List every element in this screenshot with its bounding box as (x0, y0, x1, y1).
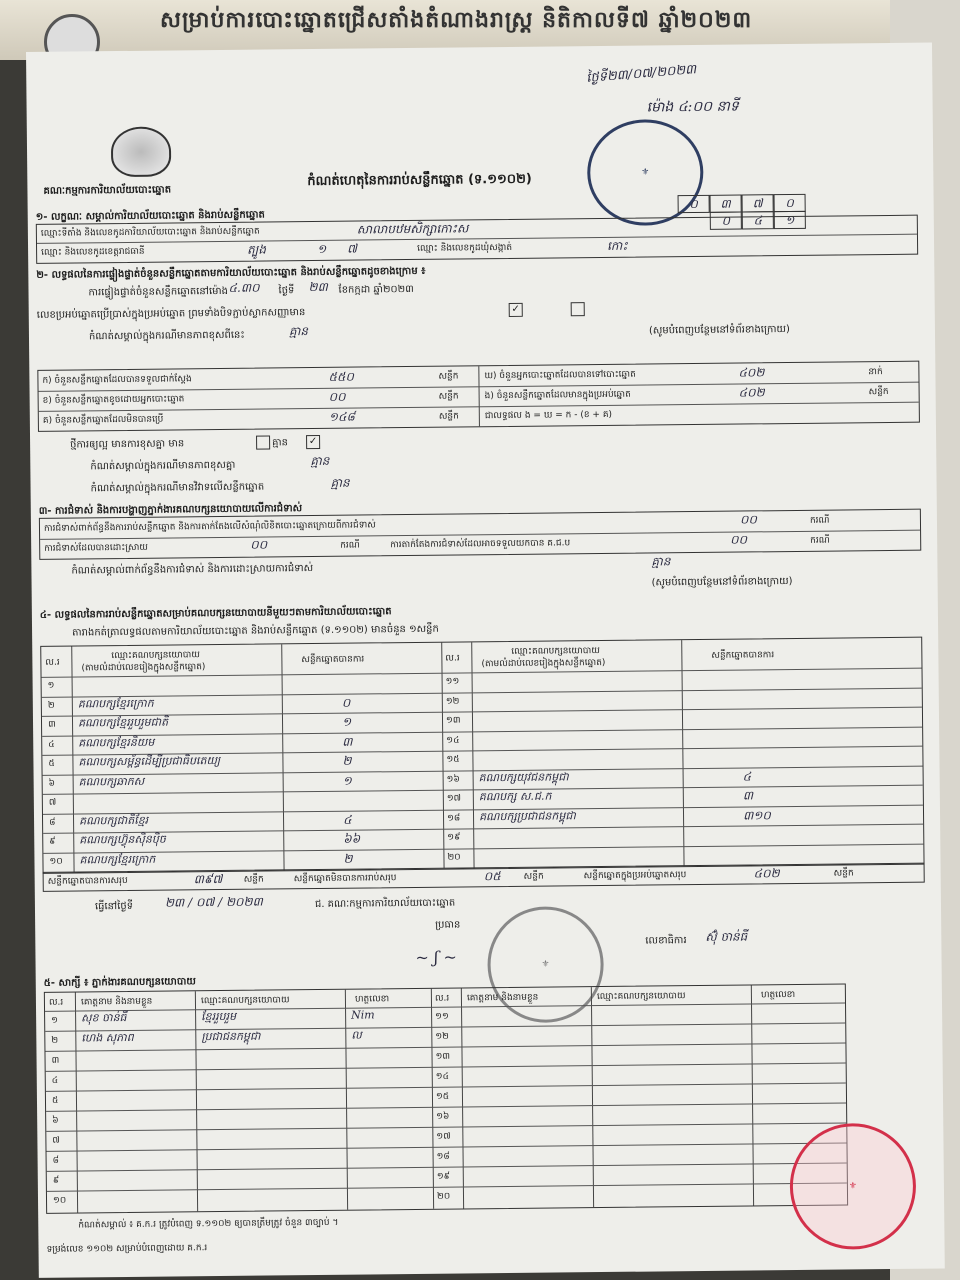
stat-left-unit-1: សន្លឹក (438, 391, 459, 402)
stat-right-unit-1: សន្លឹក (868, 386, 889, 398)
witness-no-5: ៦ (52, 1115, 59, 1126)
result-no-left-0: ១ (47, 680, 55, 691)
col-votes-right: សន្លឹកឆ្នោតបានការ (711, 650, 775, 661)
witness-no-0: ១ (51, 1015, 59, 1026)
section2-heading: ២- លទ្ធផលនៃការផ្ទៀងផ្ទាត់ចំនួនសន្លឹកឆ្នោតតាមការិយាល័យបោះឆ្នោត និងរាប់សន្លឹកឆ្នោតដូចខាងក្រោម ៖ (36, 265, 426, 281)
result-no-right-1: ១២ (445, 695, 460, 707)
objection-table (39, 509, 921, 560)
witness-no-8: ៩ (52, 1175, 60, 1186)
province-label: ឈ្មោះ និងលេខកូដខេត្តរាជធានី (41, 246, 145, 258)
witness-no-right-1: ១២ (435, 1031, 450, 1042)
objection-row2b-unit: ករណី (810, 535, 830, 546)
result-votes-right-5: ៤ (742, 768, 752, 784)
result-no-right-3: ១៤ (446, 734, 460, 746)
witness-table (44, 983, 848, 1213)
objection-row2a: ការជំទាស់ដែលបានដោះស្រាយ (44, 542, 149, 554)
handwritten-time: ម៉ោង ៤:០០ នាទី (646, 98, 739, 116)
w-col-party: ឈ្មោះគណបក្សនយោបាយ (200, 995, 290, 1007)
result-no-left-1: ២ (47, 700, 55, 711)
col-no-left: ល.រ (45, 657, 60, 668)
witness-no-3: ៤ (51, 1075, 59, 1086)
form-bottom-text: ទម្រង់លេខ ១១០២ សម្រាប់បំពេញដោយ គ.ក.រ (46, 1243, 208, 1255)
code-box-6: ១ (774, 211, 806, 229)
seal-yes-checkbox[interactable]: ✓ (509, 303, 523, 317)
diff-remark-value: គ្មាន (288, 324, 309, 339)
col-votes-left: សន្លឹកឆ្នោតបានការ (301, 654, 365, 666)
chief-label: ប្រធាន (435, 919, 461, 931)
result-no-right-2: ១៣ (445, 715, 461, 726)
result-no-right-4: ១៥ (446, 754, 460, 765)
stat-left-label-1: ខ) ចំនួនសន្លឹកឆ្នោតខូចដោយអ្នកបោះឆ្នោត (42, 394, 185, 406)
remark1-value: គ្មាន (310, 453, 330, 469)
commune-num2: ៧ (347, 241, 357, 256)
stat-right-label-1: ង) ចំនួនសន្លឹកឆ្នោតដែលមានក្នុងប្រអប់ឆ្នោត (484, 389, 631, 402)
poster-title: សម្រាប់ការបោះឆ្នោតជ្រើសតាំងតំណាងរាស្ត្រ និតិកាលទី៧ ឆ្នាំ២០២៣ (160, 8, 753, 33)
check-line: ថ្មីការឲ្យល្អ មានការខុសគ្នា មាន (70, 438, 185, 451)
remark1-label: កំណត់សម្គាល់ក្នុងករណីមានភាពខុសគ្នា (90, 459, 236, 473)
result-no-right-8: ១៩ (447, 832, 461, 843)
result-no-left-7: ៨ (49, 817, 56, 828)
results-table (40, 637, 924, 874)
stat-left-value-2: ១៤៨ (328, 409, 355, 424)
commune-label: ឈ្មោះ និងលេខកូដឃុំសង្កាត់ (417, 242, 513, 254)
objection-row1-unit: ករណី (809, 515, 830, 526)
result-votes-left-9: ២ (343, 851, 353, 866)
secretary-label: លេខាធិការ (645, 935, 687, 947)
col-party-left: ឈ្មោះគណបក្សនយោបាយ (111, 650, 200, 662)
results-row-line-1 (42, 687, 922, 697)
results-row-line-9 (43, 843, 923, 853)
stat-right-label-2: ជាលទ្ធផល ង = ឃ = ក - (ខ + គ) (484, 409, 613, 422)
col-party-sub-left: (តាមលំដាប់លេខរៀងក្នុងសន្លឹកឆ្នោត) (81, 662, 206, 674)
objection-row2b-value: ០០ (730, 532, 748, 547)
w-col-no-r: ល.រ (434, 993, 450, 1004)
province-value: ត្បូង (247, 242, 266, 257)
ballot-count-form (26, 43, 945, 1278)
box-seal-line: លេខប្រអប់ឆ្នោតប្រើប្រាស់ក្នុងប្រអប់ឆ្នោត ព្រមទាំងបិទភ្ជាប់ស្លាកសញ្ញាមាន (36, 307, 306, 321)
day-label: ថ្ងៃទី (278, 285, 295, 297)
witness-no-right-2: ១៣ (435, 1051, 451, 1062)
section4-sub: តារាងកត់ត្រាលទ្ធផលតាមការិយាល័យបោះឆ្នោត និងរាប់សន្លឹកឆ្នោត (ទ.១១០២) មានចំនួន ១សន្លឹក (72, 623, 439, 639)
witness-name-0: សុខ ចាន់ធី (81, 1011, 127, 1025)
stat-right-label-0: ឃ) ចំនួនអ្នកបោះឆ្នោតដែលបានទៅបោះឆ្នោត (484, 369, 636, 382)
result-party-left-8: គណបក្សហ៊្វុនស៊ិនប៉ិច (79, 832, 166, 847)
witness-no-1: ២ (51, 1035, 59, 1046)
result-no-left-6: ៧ (48, 797, 57, 808)
witness-no-right-7: ១៨ (436, 1151, 450, 1162)
result-no-left-4: ៥ (48, 758, 55, 769)
col-party-right: ឈ្មោះគណបក្សនយោបាយ (511, 646, 600, 657)
objection-row1: ការជំទាស់ពាក់ព័ន្ធនឹងការរាប់សន្លឹកឆ្នោត និងការតាក់តែងលើសំណុំលិខិតបោះឆ្នោតក្រោយពីការជំទាស់ (43, 520, 376, 534)
results-row-line-2 (42, 707, 922, 717)
stat-left-unit-2: សន្លឹក (438, 411, 459, 422)
month-year: ខែកក្កដា ឆ្នាំ២០២៣ (338, 283, 414, 296)
committee-label: ជ. គណៈកម្មការការិយាល័យបោះឆ្នោត (314, 897, 456, 911)
seal-no-checkbox[interactable] (571, 302, 585, 316)
code-box-2: ៧ (742, 194, 774, 212)
result-votes-right-6: ៣ (742, 788, 754, 803)
official-stamp-blue: ⚜ (587, 119, 704, 226)
result-votes-left-7: ៤ (342, 812, 352, 827)
section3-heading: ៣- ការជំទាស់ និងការបង្ហាញភ្នាក់ងារគណបក្សនយោបាយលើការជំទាស់ (38, 503, 303, 517)
red-official-stamp: ⚜ (789, 1123, 916, 1250)
witness-name-1: ហេង សុភាព (81, 1030, 134, 1045)
verify-time-label: ការផ្ទៀងផ្ទាត់ចំនួនសន្លឹកឆ្នោតនៅម៉ោង (88, 285, 229, 299)
result-party-left-7: គណបក្សជាតិខ្មែរ (78, 813, 149, 827)
objection-row2a-unit: ករណី (340, 540, 360, 551)
result-no-right-5: ១៦ (446, 773, 460, 785)
remark2-label: កំណត់សម្គាល់ក្នុងករណីមានវិវាទលើសន្លឹកឆ្នោត (90, 481, 265, 495)
objection-note: (សូមបំពេញបន្ថែមនៅទំព័រខាងក្រោយ) (651, 576, 793, 589)
result-no-left-5: ៦ (48, 778, 56, 789)
result-party-left-9: គណបក្សខ្មែរក្រោក (79, 852, 156, 866)
total-valid-label: សន្លឹកឆ្នោតបានការសរុប (47, 875, 128, 887)
verify-time: ៤.៣០ (228, 280, 260, 295)
secretary-value: ស៊ុំ ចាន់ធី (705, 929, 748, 944)
coat-of-arms-icon (111, 126, 172, 177)
objection-remark: កំណត់សម្គាល់ពាក់ព័ន្ធនឹងការជំទាស់ និងការដោះស្រាយការជំទាស់ (71, 563, 314, 577)
handwritten-date: ថ្ងៃទី២៣/០៧/២០២៣ (585, 62, 697, 86)
total-invalid-label: សន្លឹកឆ្នោតមិនបានការរាប់សរុប (293, 873, 397, 885)
objection-row2b: ការតាក់តែងការជំទាស់ដែលអាចទទួលយកបាន គ.ជ.ប (390, 538, 571, 551)
date-label: ធ្វើនៅថ្ងៃទី (94, 900, 134, 913)
w-col-sign-r: ហត្ថលេខា (760, 989, 796, 1001)
witness-no-7: ៨ (52, 1155, 60, 1166)
result-no-right-9: ២០ (447, 851, 461, 863)
witness-no-right-0: ១១ (435, 1011, 449, 1022)
witness-no-right-3: ១៤ (435, 1071, 449, 1082)
back-page-note: (សូមបំពេញបន្ថែមនៅទំព័រខាងក្រោយ) (648, 324, 790, 337)
witness-party-1: ប្រជាជនកម្ពុជា (201, 1029, 261, 1044)
total-valid-unit: សន្លឹក (243, 874, 264, 885)
section5-heading: ៥- សាក្សី ៖ ភ្នាក់ងារគណបក្សនយោបាយ (43, 976, 196, 989)
total-box: ៤០២ (753, 866, 780, 881)
result-no-left-2: ៣ (47, 719, 56, 730)
total-invalid: ០៥ (483, 869, 501, 884)
stat-right-value-0: ៤០២ (738, 365, 765, 380)
result-no-right-7: ១៨ (446, 812, 461, 824)
stat-left-label-2: គ) ចំនួនសន្លឹកឆ្នោតដែលមិនបានប្រើ (42, 414, 164, 426)
organization-name: គណៈកម្មការការិយាល័យបោះឆ្នោត (43, 184, 172, 197)
result-no-right-0: ១១ (445, 676, 460, 687)
witness-no-4: ៥ (51, 1095, 59, 1106)
total-box-label: សន្លឹកឆ្នោតក្នុងប្រអប់ឆ្នោតសរុប (583, 870, 687, 882)
results-row-line-3 (42, 726, 922, 736)
result-no-right-6: ១៧ (446, 793, 462, 804)
result-no-left-3: ៤ (48, 739, 55, 750)
witness-no-9: ១០ (52, 1195, 67, 1206)
result-votes-left-1: ០ (341, 695, 351, 710)
diff-yes-checkbox[interactable] (256, 435, 270, 449)
code-box-4: ០ (710, 212, 742, 230)
total-invalid-unit: សន្លឹក (523, 871, 544, 882)
section1-heading: ១- លក្ខណៈ សម្គាល់ការិយាល័យបោះឆ្នោត និងរាប់សន្លឹកឆ្នោត (35, 209, 265, 223)
commune-value: កោះ (606, 238, 628, 253)
day-value: ២៣ (308, 279, 328, 295)
stat-left-value-1: ០០ (328, 389, 346, 404)
witness-no-2: ៣ (51, 1055, 60, 1066)
chief-signature: ~ ʃ ~ (415, 947, 457, 967)
result-party-left-2: គណបក្សខ្មែររួបរួមជាតិ (77, 715, 169, 730)
witness-sign-0: Nim (351, 1008, 375, 1022)
code-box-3: ០ (774, 194, 806, 212)
location-label: ឈ្មោះទីតាំង និងលេខកូដការិយាល័យបោះឆ្នោត និងរាប់សន្លឹកឆ្នោត (40, 226, 260, 239)
total-box-unit: សន្លឹក (833, 868, 854, 879)
total-valid: ៣៩៧ (193, 871, 223, 887)
w-col-party-r: ឈ្មោះគណបក្សនយោបាយ (596, 991, 686, 1003)
stat-right-unit-0: នាក់ (868, 367, 883, 378)
ballot-stats-table (37, 361, 920, 432)
diff-no-label: គ្មាន (272, 437, 289, 449)
w-col-name-r: គោត្តនាម និងនាមខ្លួន (466, 992, 539, 1004)
result-votes-left-3: ៣ (342, 734, 353, 749)
result-party-right-7: គណបក្សប្រជាជនកម្ពុជា (478, 808, 576, 823)
remark2-value: គ្មាន (330, 475, 350, 490)
code-box-5: ៤ (742, 211, 774, 229)
committee-stamp: ⚜ (487, 906, 604, 1023)
witness-no-right-4: ១៥ (435, 1091, 450, 1102)
witness-sign-1: ល (351, 1028, 362, 1042)
w-col-sign: ហត្ថលេខា (354, 994, 390, 1005)
witness-no-right-5: ១៦ (436, 1111, 450, 1122)
result-votes-left-8: ៦៦ (343, 831, 361, 846)
result-votes-left-2: ១ (341, 714, 352, 729)
section4-heading: ៤- លទ្ធផលនៃការរាប់សន្លឹកឆ្នោតសម្រាប់គណបក្សនយោបាយនីមួយៗតាមការិយាល័យបោះឆ្នោត (39, 606, 392, 621)
commune-num: ១ (317, 241, 327, 256)
code-box-1: ៣ (710, 195, 742, 213)
stat-left-value-0: ៥៥០ (328, 369, 354, 384)
witness-no-right-6: ១៧ (436, 1131, 451, 1142)
col-party-sub-right: (តាមលំដាប់លេខរៀងក្នុងសន្លឹកឆ្នោត) (481, 657, 606, 670)
w-col-name: គោត្តនាម និងនាមខ្លួន (80, 996, 153, 1008)
result-votes-right-7: ៣១០ (742, 807, 771, 823)
result-party-left-4: គណបក្សសម្ព័ន្ធដើម្បីប្រជាធិបតេយ្យ (78, 754, 221, 769)
date-value: ២៣ / ០៧ / ២០២៣ (164, 894, 263, 910)
result-party-right-5: គណបក្សយុវជនកម្ពុជា (478, 769, 569, 784)
witness-no-right-9: ២០ (436, 1191, 451, 1202)
objection-remark-value: គ្មាន (651, 554, 671, 569)
stat-left-unit-0: សន្លឹក (438, 371, 459, 382)
witness-no-6: ៧ (52, 1135, 60, 1146)
result-votes-left-5: ១ (342, 773, 352, 788)
result-party-left-3: គណបក្សខ្មែរនិយម (78, 735, 155, 749)
result-no-left-9: ១០ (49, 856, 63, 867)
section1-table (36, 215, 918, 264)
col-no-right: ល.រ (445, 653, 460, 664)
code-box-0: ០ (678, 195, 710, 213)
objection-row1-value: ០០ (739, 512, 758, 527)
stat-right-value-1: ៤០២ (738, 385, 765, 400)
diff-remark-label: កំណត់សម្គាល់ក្នុងករណីមានភាពខុសពីនេះ (88, 329, 245, 343)
result-party-right-6: គណបក្ស ស.ជ.ក (478, 789, 552, 804)
location-value: សាលាបឋមសិក្សាកោះស (356, 221, 469, 237)
form-title: កំណត់ហេតុនៃការរាប់សន្លឹកឆ្នោត (ទ.១១០២) (307, 171, 532, 190)
diff-no-checkbox[interactable]: ✓ (306, 435, 320, 449)
footnote: កំណត់សម្គាល់ ៖ គ.ក.រ ត្រូវបំពេញ ទ.១១០២ ឲ្យបានត្រឹមត្រូវ ចំនួន ៣ច្បាប់ ។ (78, 1217, 339, 1231)
w-col-no: ល.រ (48, 997, 64, 1008)
result-party-left-1: គណបក្សខ្មែរក្រោក (77, 696, 154, 710)
witness-party-0: ខ្មែររួបរួម (201, 1009, 237, 1024)
objection-row2a-value: ០០ (250, 537, 268, 552)
result-party-left-5: គណបក្សឆាកស (78, 774, 145, 788)
stat-left-label-0: ក) ចំនួនសន្លឹកឆ្នោតដែលបានទទួលជាក់ស្តែង (42, 374, 192, 386)
witness-no-right-8: ១៩ (436, 1171, 451, 1182)
result-no-left-8: ៩ (49, 836, 56, 847)
result-votes-left-4: ២ (342, 753, 352, 768)
